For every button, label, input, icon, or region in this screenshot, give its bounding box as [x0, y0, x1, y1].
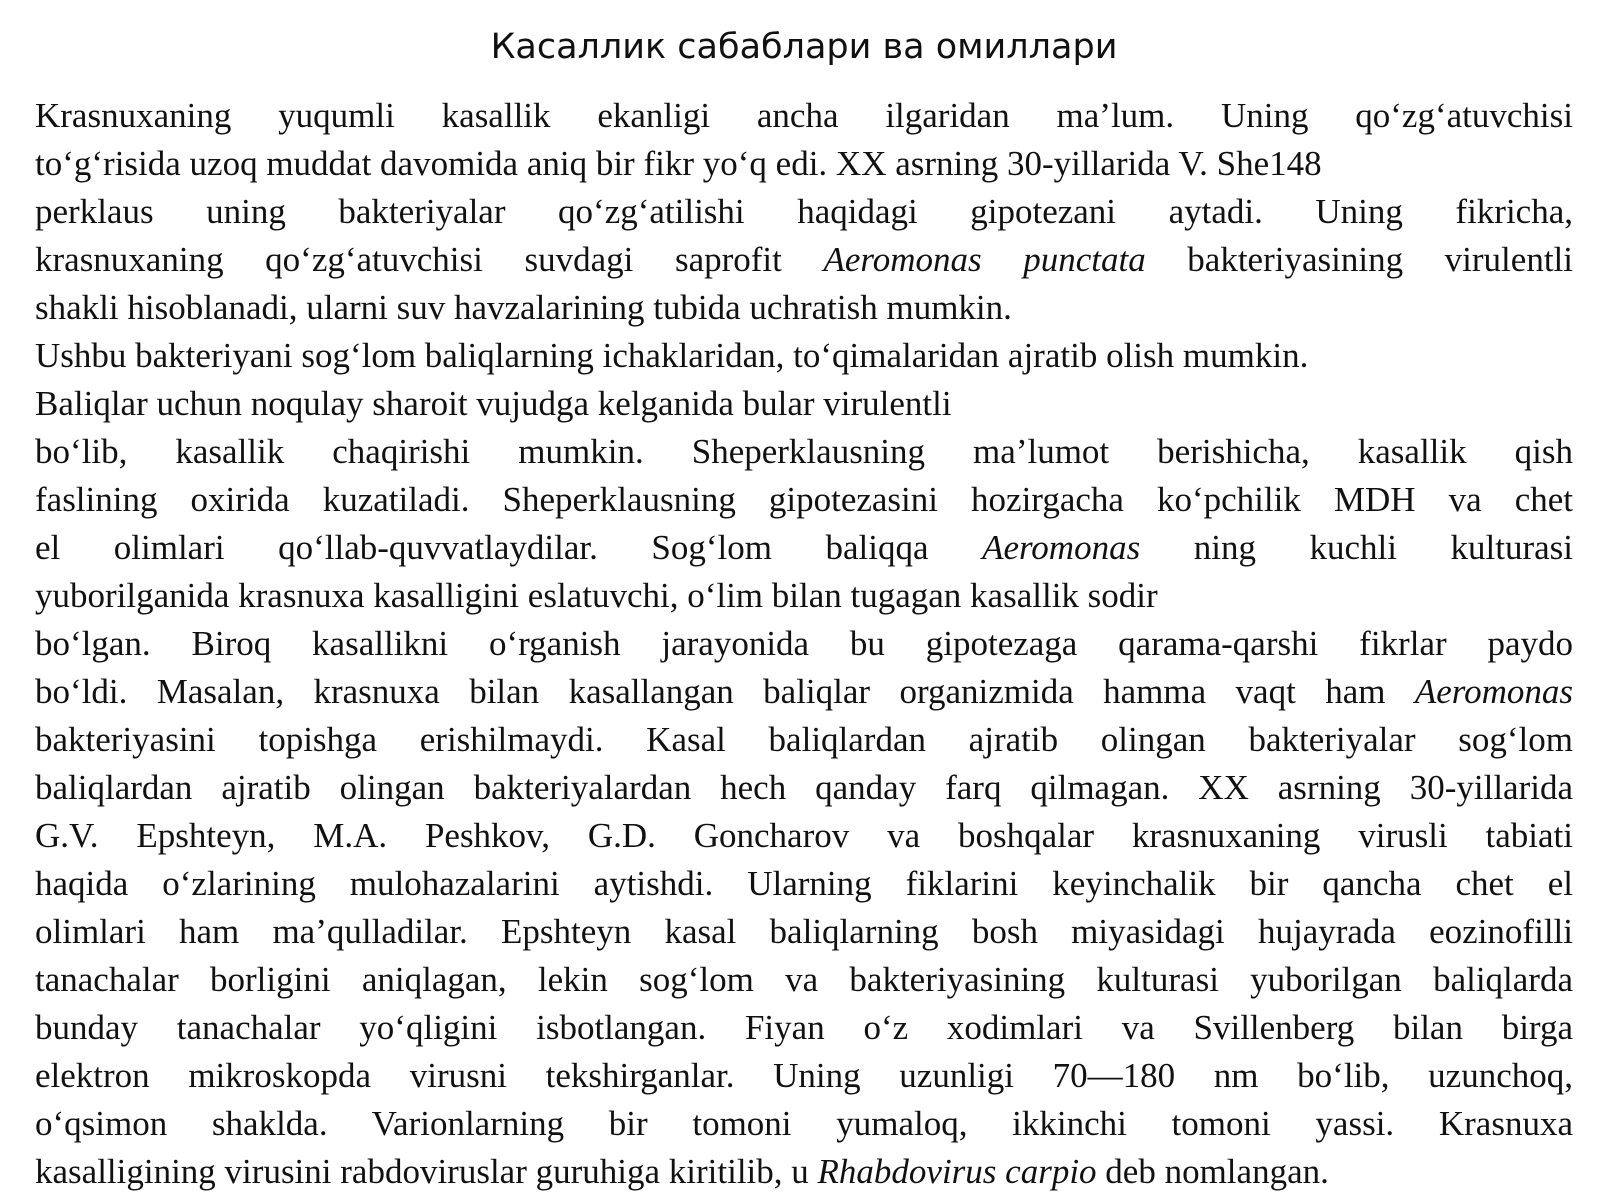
text-segment: bo‘ldi. Masalan, krasnuxa bilan kasallangan baliqlar organizmida hamma vaqt ham [35, 672, 1415, 711]
text-line [35, 1148, 1573, 1196]
document-page [35, 0, 1573, 1196]
text-line [35, 908, 1573, 956]
text-segment: to‘g‘risida uzoq muddat davomida aniq bir fikr yo‘q edi. XX asrning 30-yillarida V. She148 [35, 144, 1322, 183]
text-line [35, 812, 1573, 860]
text-line [35, 476, 1573, 524]
text-segment: bakteriyasining virulentli [1145, 240, 1573, 279]
text-segment: faslining oxirida kuzatiladi. Sheperklausning gipotezasini hozirgacha ko‘pchilik MDH va chet [35, 480, 1573, 519]
text-segment: shakli hisoblanadi, ularni suv havzalarining tubida uchratish mumkin. [35, 288, 1012, 327]
text-line [35, 236, 1573, 284]
species-name: Aeromonas punctata [823, 240, 1146, 279]
text-line [35, 1004, 1573, 1052]
text-line [35, 572, 1573, 620]
text-segment: olimlari ham ma’qulladilar. Epshteyn kasal baliqlarning bosh miyasidagi hujayrada eozinofilli [35, 912, 1573, 951]
text-line [35, 620, 1573, 668]
text-segment: bakteriyasini topishga erishilmaydi. Kasal baliqlardan ajratib olingan bakteriyalar sog‘lom [35, 720, 1573, 759]
text-segment: krasnuxaning qo‘zg‘atuvchisi suvdagi saprofit [35, 240, 824, 279]
species-name: Rhabdovirus carpio [817, 1152, 1097, 1191]
document-title: Касаллик сабаблари ва омиллари [490, 27, 1118, 67]
text-line [35, 524, 1573, 572]
text-segment: tanachalar borligini aniqlagan, lekin sog‘lom va bakteriyasining kulturasi yuborilgan baliqlarda [35, 960, 1573, 999]
text-line [35, 764, 1573, 812]
text-segment: G.V. Epshteyn, M.A. Peshkov, G.D. Goncharov va boshqalar krasnuxaning virusli tabiati [35, 816, 1573, 855]
species-name: Aeromonas [1414, 672, 1573, 711]
text-segment: haqida o‘zlarining mulohazalarini aytishdi. Ularning fiklarini keyinchalik bir qancha chet el [35, 864, 1573, 903]
text-line [35, 332, 1573, 380]
text-segment: yuborilganida krasnuxa kasalligini eslatuvchi, o‘lim bilan tugagan kasallik sodir [35, 576, 1158, 615]
text-line [35, 1100, 1573, 1148]
text-segment: Baliqlar uchun noqulay sharoit vujudga kelganida bular virulentli [35, 384, 952, 423]
text-line [35, 188, 1573, 236]
text-segment: bo‘lib, kasallik chaqirishi mumkin. Sheperklausning ma’lumot berishicha, kasallik qish [35, 432, 1573, 471]
text-segment: deb nomlangan. [1096, 1152, 1329, 1191]
species-name: Aeromonas [982, 528, 1141, 567]
text-segment: bunday tanachalar yo‘qligini isbotlangan. Fiyan o‘z xodimlari va Svillenberg bilan birga [35, 1008, 1573, 1047]
text-line [35, 92, 1573, 140]
text-line [35, 140, 1573, 188]
text-line [35, 860, 1573, 908]
text-segment: bo‘lgan. Biroq kasallikni o‘rganish jarayonida bu gipotezaga qarama-qarshi fikrlar paydo [35, 624, 1573, 663]
text-line [35, 428, 1573, 476]
text-line [35, 668, 1573, 716]
text-segment: kasalligining virusini rabdoviruslar guruhiga kiritilib, u [35, 1152, 818, 1191]
text-line [35, 284, 1573, 332]
text-segment: Krasnuxaning yuqumli kasallik ekanligi ancha ilgaridan ma’lum. Uning qo‘zg‘atuvchisi [35, 96, 1573, 135]
text-segment: Ushbu bakteriyani sog‘lom baliqlarning ichaklaridan, to‘qimalaridan ajratib olish mumkin. [35, 336, 1309, 375]
text-segment: baliqlardan ajratib olingan bakteriyalardan hech qanday farq qilmagan. XX asrning 30-yillarida [35, 768, 1573, 807]
text-line [35, 380, 1573, 428]
text-line [35, 716, 1573, 764]
text-line [35, 1052, 1573, 1100]
body-text [35, 92, 1573, 1196]
text-segment: perklaus uning bakteriyalar qo‘zg‘atilishi haqidagi gipotezani aytadi. Uning fikricha, [35, 192, 1573, 231]
text-segment: o‘qsimon shaklda. Varionlarning bir tomoni yumaloq, ikkinchi tomoni yassi. Krasnuxa [35, 1104, 1573, 1143]
text-segment: ning kuchli kulturasi [1140, 528, 1573, 567]
text-line [35, 956, 1573, 1004]
text-segment: el olimlari qo‘llab-quvvatlaydilar. Sog‘lom baliqqa [35, 528, 983, 567]
text-segment: elektron mikroskopda virusni tekshirganlar. Uning uzunligi 70—180 nm bo‘lib, uzunchoq, [35, 1056, 1573, 1095]
